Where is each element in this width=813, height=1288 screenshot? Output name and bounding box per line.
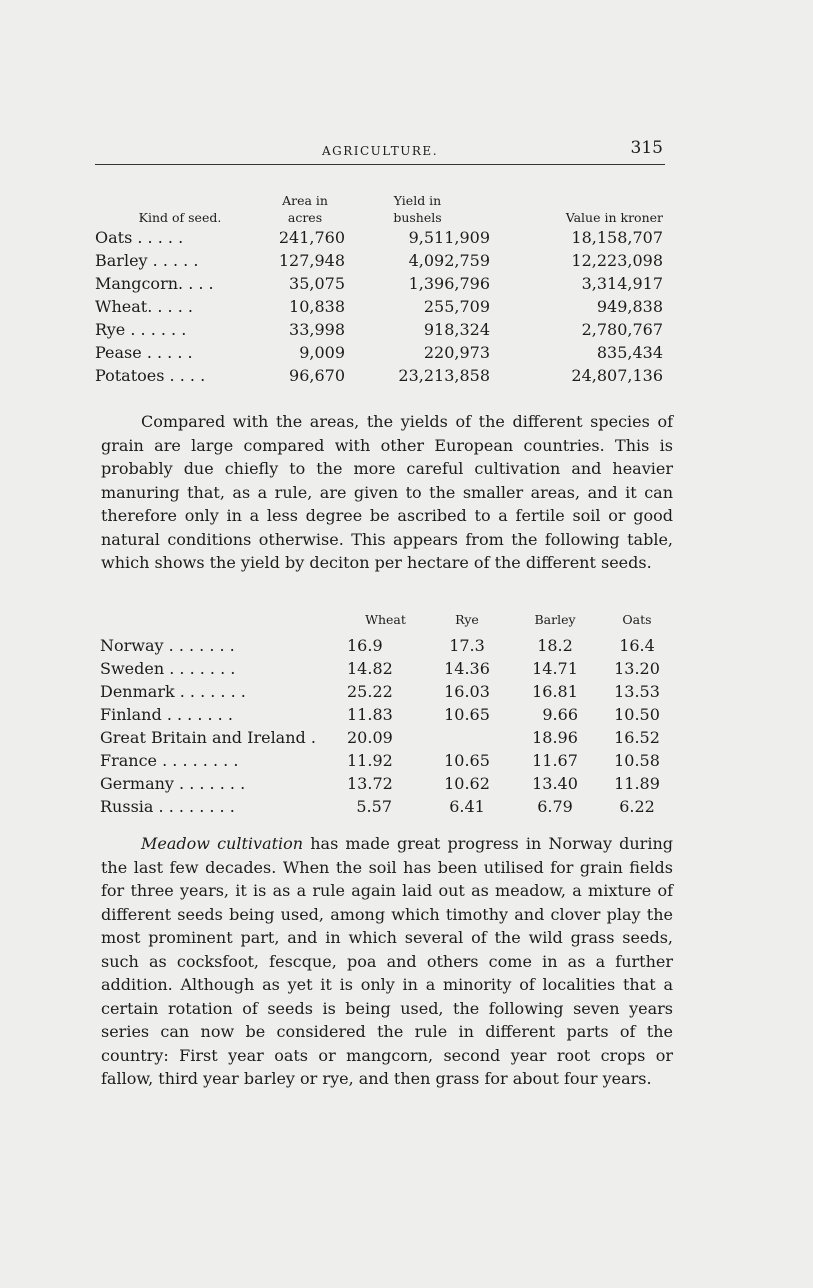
oats-cell: 16.4 <box>619 636 655 655</box>
seed-name: Oats <box>95 228 133 247</box>
leader-dots: . . . . <box>164 366 206 385</box>
area-cell: 96,670 <box>289 366 345 385</box>
rye-cell: 14.36 <box>444 659 490 678</box>
barley-cell: 9.66 <box>542 705 578 724</box>
col-header-value: Value in kroner <box>565 210 663 225</box>
row-label <box>100 703 347 726</box>
leader-dots: . . . . <box>178 274 214 293</box>
country-name: Germany <box>100 774 174 793</box>
leader-dots: . . . . . . . <box>164 659 236 678</box>
country-name: Denmark <box>100 682 175 701</box>
paragraph-meadow-cultivation <box>101 832 673 1091</box>
country-name: France <box>100 751 158 770</box>
barley-cell: 14.71 <box>532 659 578 678</box>
wheat-cell: 16.9 <box>347 636 383 655</box>
seed-name: Rye <box>95 320 126 339</box>
row-label <box>95 318 265 341</box>
wheat-cell: 11.83 <box>347 705 393 724</box>
area-cell: 9,009 <box>299 343 345 362</box>
page-number: 315 <box>630 138 663 158</box>
table-row <box>95 318 663 341</box>
oats-cell: 13.20 <box>614 659 660 678</box>
col-header-rye: Rye <box>455 612 479 627</box>
row-label <box>100 657 347 680</box>
leader-dots: . . . . . <box>141 343 193 362</box>
area-cell: 35,075 <box>289 274 345 293</box>
col-header-area <box>265 186 345 226</box>
seed-name: Pease <box>95 343 142 362</box>
table-row <box>95 249 663 272</box>
rye-cell: 6.41 <box>449 797 485 816</box>
row-label <box>95 226 265 249</box>
col-header-yield-line1: Yield in <box>393 193 442 208</box>
row-label <box>100 634 347 657</box>
table-row <box>95 341 663 364</box>
col-header-yield-line2: bushels <box>393 210 442 225</box>
value-cell: 24,807,136 <box>571 366 663 385</box>
seed-name: Mangcorn <box>95 274 179 293</box>
seed-name: Wheat <box>95 297 148 316</box>
oats-cell: 6.22 <box>619 797 655 816</box>
value-cell: 18,158,707 <box>571 228 663 247</box>
barley-cell: 16.81 <box>532 682 578 701</box>
meadow-cultivation-text: has made great progress in Norway during the last few decades. When the soil has been utilised for grain fields for three years, it is as a rule again laid out as meadow, a mixture of different seeds being used, among which timothy and clover play the most prominent part, and in which several of the wild grass seeds, such as cocksfoot, fescque, poa and others come in as a further addition. Although as yet it is only in a minority of localities that a certain rotation of seeds is being used, the following seven years series can now be considered the rule in different parts of the country: First year oats or mangcorn, second year root crops or fallow, third year barley or rye, and then grass for about four years. <box>101 834 673 1088</box>
area-cell: 33,998 <box>289 320 345 339</box>
leader-dots: . . . . . . <box>125 320 187 339</box>
yield-cell: 918,324 <box>423 320 490 339</box>
wheat-cell: 5.57 <box>356 797 392 816</box>
leader-dots: . . . . . . . <box>163 636 235 655</box>
col-header-yield <box>345 186 490 226</box>
country-name: Finland <box>100 705 162 724</box>
seed-name: Potatoes <box>95 366 165 385</box>
barley-cell: 13.40 <box>532 774 578 793</box>
col-header-area-line1: Area in <box>282 193 328 208</box>
running-head <box>95 138 665 165</box>
leader-dots: . . . . . . . <box>174 682 246 701</box>
leader-dots: . . . . . <box>147 297 193 316</box>
oats-cell: 16.52 <box>614 728 660 747</box>
row-label <box>100 772 347 795</box>
running-title: AGRICULTURE. <box>321 144 439 158</box>
table-row <box>95 364 663 387</box>
seed-name: Barley <box>95 251 148 270</box>
yield-cell: 23,213,858 <box>398 366 490 385</box>
value-cell: 12,223,098 <box>571 251 663 270</box>
yield-cell: 1,396,796 <box>408 274 490 293</box>
yield-cell: 255,709 <box>423 297 490 316</box>
col-header-oats: Oats <box>622 612 652 627</box>
table-row <box>100 657 674 680</box>
leader-dots: . <box>305 728 316 747</box>
oats-cell: 11.89 <box>614 774 660 793</box>
col-header-wheat: Wheat <box>365 612 406 627</box>
row-label <box>95 249 265 272</box>
oats-cell: 10.50 <box>614 705 660 724</box>
yield-cell: 9,511,909 <box>408 228 490 247</box>
barley-cell: 6.79 <box>537 797 573 816</box>
rye-cell: 10.65 <box>444 705 490 724</box>
table-row <box>95 226 663 249</box>
rye-cell: 10.62 <box>444 774 490 793</box>
value-cell: 949,838 <box>596 297 663 316</box>
col-header-barley: Barley <box>534 612 576 627</box>
meadow-cultivation-heading: Meadow cultivation <box>141 834 304 853</box>
table-row <box>100 726 674 749</box>
seed-area-yield-table <box>95 186 663 387</box>
country-name: Great Britain and Ireland <box>100 728 306 747</box>
country-name: Russia <box>100 797 154 816</box>
col-header-kind: Kind of seed. <box>138 210 222 225</box>
row-label <box>95 364 265 387</box>
rye-cell: 10.65 <box>444 751 490 770</box>
wheat-cell: 13.72 <box>347 774 393 793</box>
rye-cell <box>424 726 510 749</box>
country-name: Sweden <box>100 659 165 678</box>
wheat-cell: 25.22 <box>347 682 393 701</box>
rye-cell: 16.03 <box>444 682 490 701</box>
country-name: Norway <box>100 636 164 655</box>
area-cell: 10,838 <box>289 297 345 316</box>
row-label <box>100 795 347 818</box>
row-label <box>100 726 347 749</box>
wheat-cell: 20.09 <box>347 728 393 747</box>
col-header-area-line2: acres <box>287 210 323 225</box>
wheat-cell: 11.92 <box>347 751 393 770</box>
leader-dots: . . . . . . . <box>173 774 246 793</box>
leader-dots: . . . . . <box>132 228 184 247</box>
paragraph-yield-comparison: Compared with the areas, the yields of the different species of grain are large compared with other European countries. This is probably due chiefly to the more careful cultivation and heavier manuring that, as a rule, are given to the smaller areas, and it can therefore only in a less degree be ascribed to a fertile soil or good natural conditions otherwise. This appears from the following table, which shows the yield by deciton per hectare of the different seeds. <box>101 412 673 572</box>
row-label <box>95 295 265 318</box>
table-header-row <box>100 610 674 634</box>
table-row <box>95 295 663 318</box>
table-row <box>95 272 663 295</box>
col-header-country <box>100 610 347 634</box>
value-cell: 2,780,767 <box>581 320 663 339</box>
table-row <box>100 680 674 703</box>
value-cell: 835,434 <box>596 343 663 362</box>
area-cell: 241,760 <box>278 228 345 247</box>
leader-dots: . . . . . <box>147 251 199 270</box>
value-cell: 3,314,917 <box>581 274 663 293</box>
row-label <box>100 749 347 772</box>
oats-cell: 10.58 <box>614 751 660 770</box>
barley-cell: 11.67 <box>532 751 578 770</box>
leader-dots: . . . . . . . . <box>157 751 239 770</box>
yield-per-hectare-table <box>100 610 674 818</box>
yield-cell: 220,973 <box>423 343 490 362</box>
oats-cell: 13.53 <box>614 682 660 701</box>
leader-dots: . . . . . . . <box>161 705 233 724</box>
table-row <box>100 703 674 726</box>
table-row <box>100 772 674 795</box>
barley-cell: 18.2 <box>537 636 573 655</box>
table-row <box>100 795 674 818</box>
yield-cell: 4,092,759 <box>408 251 490 270</box>
row-label <box>95 341 265 364</box>
wheat-cell: 14.82 <box>347 659 393 678</box>
row-label <box>95 272 265 295</box>
rye-cell: 17.3 <box>449 636 485 655</box>
area-cell: 127,948 <box>278 251 345 270</box>
leader-dots: . . . . . . . . <box>153 797 235 816</box>
table-header-row <box>95 186 663 226</box>
table-row <box>100 634 674 657</box>
table-row <box>100 749 674 772</box>
barley-cell: 18.96 <box>532 728 578 747</box>
row-label <box>100 680 347 703</box>
